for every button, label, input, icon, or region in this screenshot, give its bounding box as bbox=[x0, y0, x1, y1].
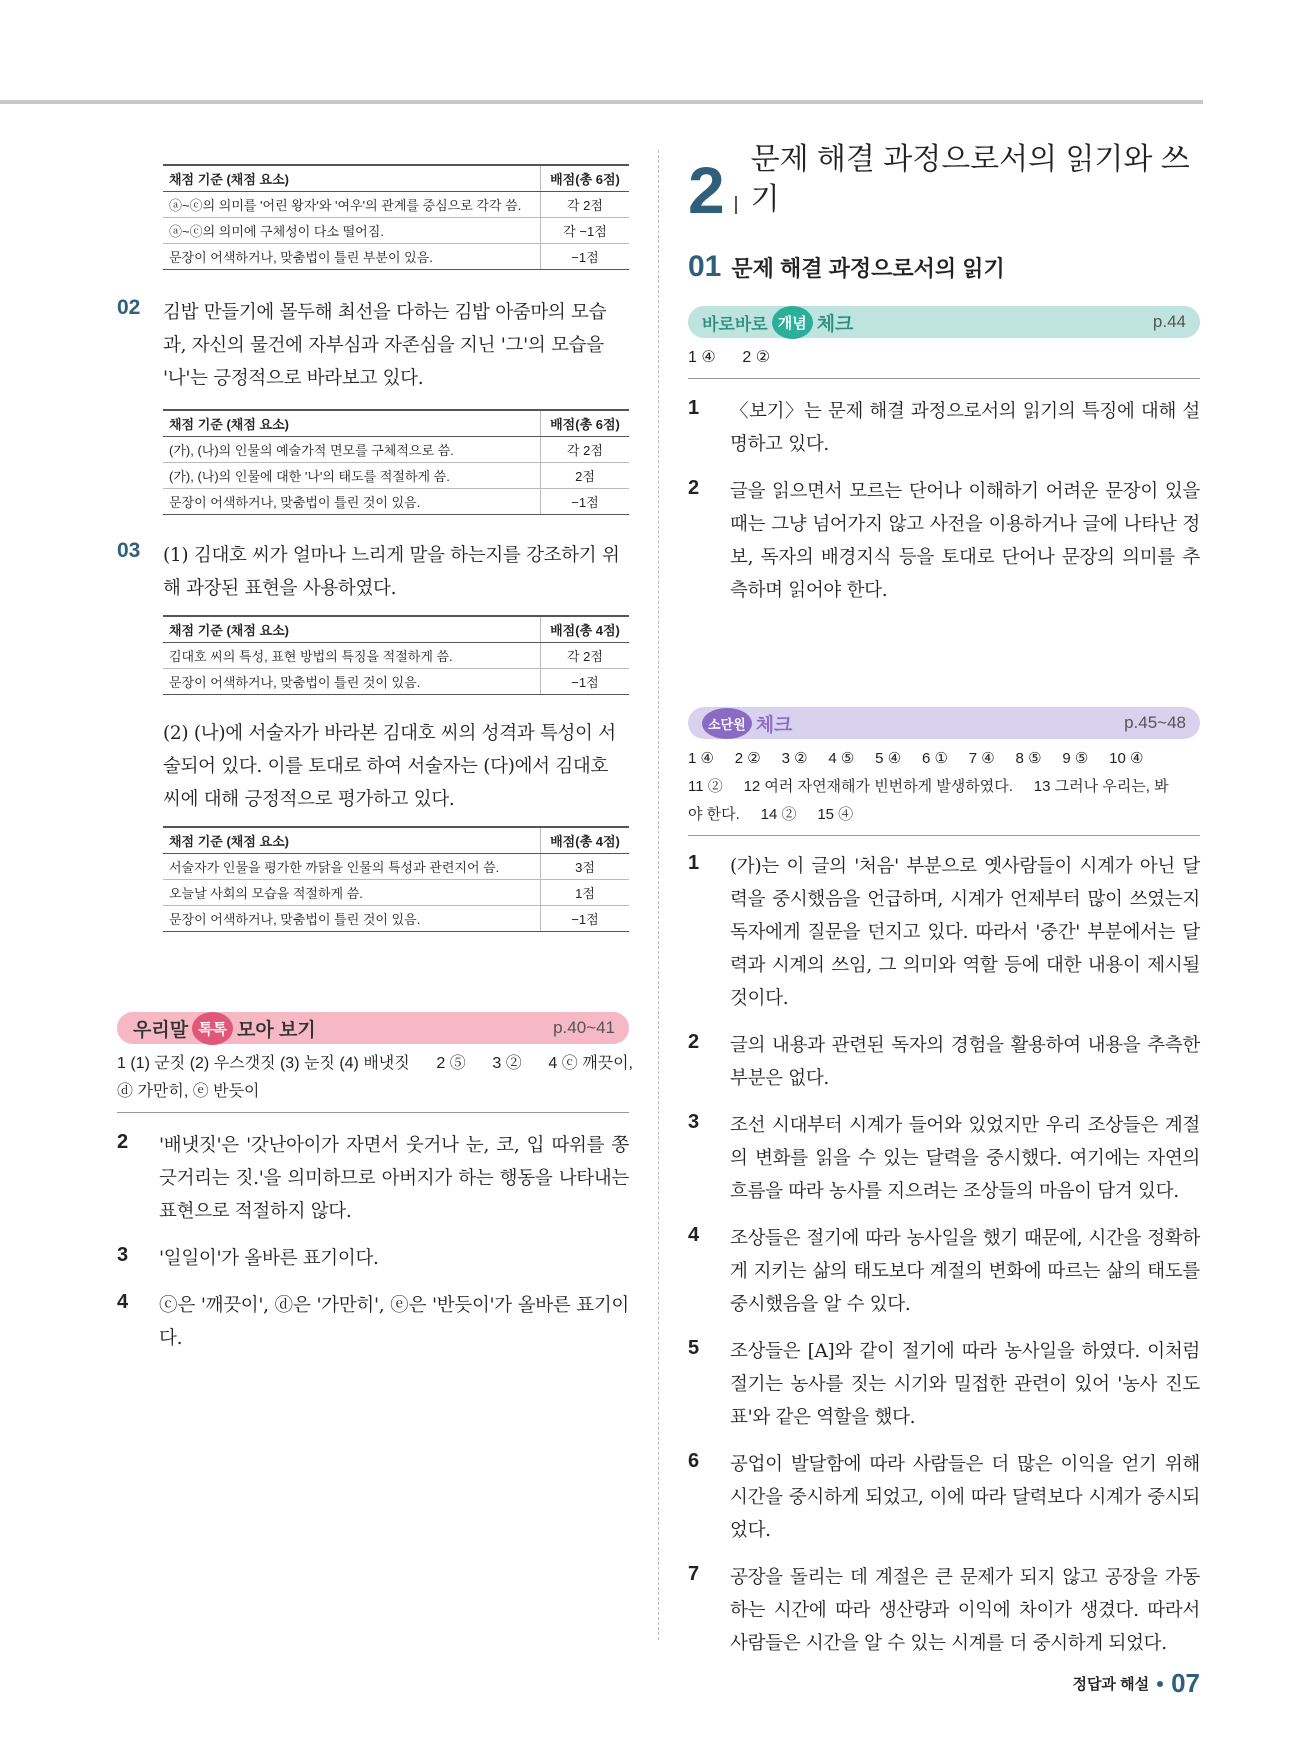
vocab-banner bbox=[117, 1012, 629, 1044]
banner-title: 체크 bbox=[755, 714, 793, 736]
table-cell: 각 2점 bbox=[541, 437, 630, 463]
explanation-item bbox=[688, 1222, 1200, 1321]
table-row bbox=[163, 437, 629, 463]
explanation-item bbox=[117, 1242, 629, 1275]
item-number: 3 bbox=[688, 1111, 700, 1133]
answer-summary bbox=[688, 745, 1200, 836]
explanation-item bbox=[117, 1129, 629, 1228]
banner-prefix: 바로바로 bbox=[702, 314, 768, 334]
explanation-item bbox=[688, 1029, 1200, 1095]
explanation-item bbox=[688, 475, 1200, 607]
item-text: ⓒ은 '깨끗이', ⓓ은 '가만히', ⓔ은 '반듯이'가 올바른 표기이다. bbox=[159, 1295, 629, 1349]
item-text: 조선 시대부터 시계가 들어와 있었지만 우리 조상들은 계절의 변화를 읽을 수 있는 달력을 중시했다. 여기에는 자연의 흐름을 따라 농사를 지으려는 조상들의 마음이 담겨 있다. bbox=[730, 1115, 1200, 1202]
table-row bbox=[163, 854, 629, 880]
table-row bbox=[163, 218, 629, 244]
banner-prefix: 우리말 bbox=[133, 1019, 189, 1041]
left-column bbox=[117, 160, 634, 1355]
question-text: 김밥 만들기에 몰두해 최선을 다하는 김밥 아줌마의 모습과, 자신의 물건에 자부심과 자존심을 지닌 '그'의 모습을 '나'는 긍정적으로 바라보고 있다. bbox=[163, 302, 607, 389]
subsection-title: 문제 해결 과정으로서의 읽기 bbox=[731, 255, 1005, 281]
table-row bbox=[163, 906, 629, 932]
item-number: 6 bbox=[688, 1450, 700, 1472]
table-header-points: 배점(총 4점) bbox=[541, 616, 630, 643]
item-text: 조상들은 [A]와 같이 절기에 따라 농사일을 하였다. 이처럼 절기는 농사를 짓는 시기와 밀접한 관련이 있어 '농사 진도표'와 같은 역할을 했다. bbox=[730, 1341, 1200, 1428]
banner-page-ref: p.40~41 bbox=[553, 1018, 615, 1037]
item-text: 글을 읽으면서 모르는 단어나 이해하기 어려운 문장이 있을 때는 그냥 넘어가지 않고 사전을 이용하거나 글에 나타난 정보, 독자의 배경지식 등을 토대로 단어나 문장의 의미를 추측하며 읽어야 한다. bbox=[730, 481, 1200, 601]
table-row bbox=[163, 463, 629, 489]
concept-check-banner bbox=[688, 306, 1200, 338]
table-cell: (가), (나)의 인물에 대한 '나'의 태도를 적절하게 씀. bbox=[163, 463, 541, 489]
answer-line: 1 ④ 2 ② bbox=[688, 349, 771, 366]
page-number: 07 bbox=[1171, 1668, 1200, 1698]
table-cell: ⓐ~ⓒ의 의미에 구체성이 다소 떨어짐. bbox=[163, 218, 541, 244]
answer-line: 11 ② 12 여러 자연재해가 빈번하게 발생하였다. 13 그러나 우리는, 봐 bbox=[688, 778, 1169, 795]
footer-label: 정답과 해설 bbox=[1072, 1676, 1150, 1693]
subsection-heading bbox=[688, 250, 1200, 284]
item-number: 2 bbox=[117, 1131, 129, 1153]
section-number: 2 bbox=[688, 153, 725, 227]
item-number: 2 bbox=[688, 1031, 700, 1053]
table-cell: 2점 bbox=[541, 463, 630, 489]
table-cell: 문장이 어색하거나, 맞춤법이 틀린 것이 있음. bbox=[163, 669, 541, 695]
question-02 bbox=[117, 296, 629, 395]
table-row bbox=[163, 669, 629, 695]
scoring-table-2 bbox=[163, 409, 629, 515]
table-row bbox=[163, 880, 629, 906]
table-cell: 각 −1점 bbox=[541, 218, 630, 244]
unit-check-banner bbox=[688, 707, 1200, 739]
answer-line: 1 (1) 군짓 (2) 우스갯짓 (3) 눈짓 (4) 배냇짓 2 ⑤ 3 ② 4 ⓒ 깨끗이, bbox=[117, 1055, 634, 1072]
table-row bbox=[163, 244, 629, 270]
table-cell: 문장이 어색하거나, 맞춤법이 틀린 것이 있음. bbox=[163, 489, 541, 515]
table-cell: −1점 bbox=[541, 669, 630, 695]
table-header: 채점 기준 (채점 요소) bbox=[163, 165, 541, 192]
question-number: 02 bbox=[117, 296, 141, 319]
table-cell: 서술자가 인물을 평가한 까닭을 인물의 특성과 관련지어 씀. bbox=[163, 854, 541, 880]
table-header: 채점 기준 (채점 요소) bbox=[163, 616, 541, 643]
explanation-item bbox=[688, 1335, 1200, 1434]
table-cell: 문장이 어색하거나, 맞춤법이 틀린 부분이 있음. bbox=[163, 244, 541, 270]
table-cell: 각 2점 bbox=[541, 643, 630, 669]
table-header: 채점 기준 (채점 요소) bbox=[163, 410, 541, 437]
question-number: 03 bbox=[117, 539, 141, 562]
table-header-points: 배점(총 6점) bbox=[541, 165, 630, 192]
table-header-points: 배점(총 6점) bbox=[541, 410, 630, 437]
explanation-item bbox=[688, 1109, 1200, 1208]
table-row bbox=[163, 192, 629, 218]
explanation-item bbox=[688, 850, 1200, 1015]
item-text: 공업이 발달함에 따라 사람들은 더 많은 이익을 얻기 위해 시간을 중시하게 되었고, 이에 따라 달력보다 시계가 중시되었다. bbox=[730, 1454, 1200, 1541]
table-row bbox=[163, 489, 629, 515]
footer-dot bbox=[1157, 1681, 1163, 1687]
item-text: 공장을 돌리는 데 계절은 큰 문제가 되지 않고 공장을 가동하는 시간에 따라 생산량과 이익에 차이가 생겼다. 따라서 사람들은 시간을 알 수 있는 시계를 더 중시하게 되었다. bbox=[730, 1567, 1200, 1654]
item-number: 1 bbox=[688, 852, 700, 874]
scoring-table-4 bbox=[163, 826, 629, 932]
item-text: 〈보기〉는 문제 해결 과정으로서의 읽기의 특징에 대해 설명하고 있다. bbox=[730, 401, 1200, 455]
item-number: 4 bbox=[688, 1224, 700, 1246]
table-row bbox=[163, 643, 629, 669]
item-text: (가)는 이 글의 '처음' 부분으로 옛사람들이 시계가 아닌 달력을 중시했음을 언급하며, 시계가 언제부터 많이 쓰였는지 독자에게 질문을 던지고 있다. 따라서 '중간' 부분에서는 달력과 시계의 쓰임, 그 의미와 역할 등에 대한 내용이 제시될 것이다. bbox=[730, 856, 1200, 1009]
banner-badge: 톡톡 bbox=[192, 1012, 233, 1045]
table-cell: ⓐ~ⓒ의 의미를 '어린 왕자'와 '여우'의 관계를 중심으로 각각 씀. bbox=[163, 192, 541, 218]
item-number: 5 bbox=[688, 1337, 700, 1359]
answer-line: ⓓ 가만히, ⓔ 반듯이 bbox=[117, 1083, 260, 1100]
section-divider bbox=[735, 196, 737, 214]
answer-summary bbox=[117, 1050, 634, 1113]
item-text: 글의 내용과 관련된 독자의 경험을 활용하여 내용을 추측한 부분은 없다. bbox=[730, 1035, 1200, 1089]
table-cell: 오늘날 사회의 모습을 적절하게 씀. bbox=[163, 880, 541, 906]
item-number: 1 bbox=[688, 397, 700, 419]
top-rule bbox=[0, 100, 1203, 104]
column-divider bbox=[658, 150, 659, 1640]
banner-badge: 개념 bbox=[772, 306, 813, 339]
item-number: 2 bbox=[688, 477, 700, 499]
banner-badge: 소단원 bbox=[702, 708, 752, 739]
section-title: 문제 해결 과정으로서의 읽기와 쓰기 bbox=[750, 143, 1190, 216]
table-cell: 김대호 씨의 특성, 표현 방법의 특징을 적절하게 씀. bbox=[163, 643, 541, 669]
explanation-item bbox=[688, 395, 1200, 461]
question-text-part2: (2) (나)에 서술자가 바라본 김대호 씨의 성격과 특성이 서술되어 있다. 이를 토대로 하여 서술자는 (다)에서 김대호 씨에 대해 긍정적으로 평가하고 있다. bbox=[163, 723, 616, 810]
banner-title: 체크 bbox=[816, 313, 854, 335]
item-number: 4 bbox=[117, 1291, 129, 1313]
table-cell: 3점 bbox=[541, 854, 630, 880]
section-heading bbox=[688, 143, 1200, 227]
answer-line: 야 한다. 14 ② 15 ④ bbox=[688, 806, 854, 823]
table-cell: (가), (나)의 인물의 예술가적 면모를 구체적으로 씀. bbox=[163, 437, 541, 463]
table-cell: 1점 bbox=[541, 880, 630, 906]
item-text: '일일이'가 올바른 표기이다. bbox=[159, 1248, 379, 1269]
answer-line: 1 ④ 2 ② 3 ② 4 ⑤ 5 ④ 6 ① 7 ④ 8 ⑤ 9 ⑤ 10 ④ bbox=[688, 750, 1144, 767]
question-03 bbox=[117, 539, 629, 605]
banner-page-ref: p.45~48 bbox=[1124, 713, 1186, 732]
page-footer bbox=[1072, 1668, 1200, 1699]
table-cell: −1점 bbox=[541, 906, 630, 932]
scoring-table-3 bbox=[163, 615, 629, 695]
table-cell: 문장이 어색하거나, 맞춤법이 틀린 것이 있음. bbox=[163, 906, 541, 932]
question-03-part2 bbox=[117, 717, 629, 816]
table-cell: −1점 bbox=[541, 489, 630, 515]
question-text-part1: (1) 김대호 씨가 얼마나 느리게 말을 하는지를 강조하기 위해 과장된 표현을 사용하였다. bbox=[163, 545, 620, 599]
item-text: '배냇짓'은 '갓난아이가 자면서 웃거나 눈, 코, 입 따위를 쫑긋거리는 짓.'을 의미하므로 아버지가 하는 행동을 나타내는 표현으로 적절하지 않다. bbox=[159, 1135, 629, 1222]
table-cell: −1점 bbox=[541, 244, 630, 270]
table-cell: 각 2점 bbox=[541, 192, 630, 218]
table-header-points: 배점(총 4점) bbox=[541, 827, 630, 854]
banner-title: 모아 보기 bbox=[237, 1019, 316, 1041]
explanation-item bbox=[117, 1289, 629, 1355]
item-number: 7 bbox=[688, 1563, 700, 1585]
explanation-item bbox=[688, 1561, 1200, 1660]
right-column bbox=[688, 143, 1200, 1660]
item-text: 조상들은 절기에 따라 농사일을 했기 때문에, 시간을 정확하게 지키는 삶의 태도보다 계절의 변화에 따르는 삶의 태도를 중시했음을 알 수 있다. bbox=[730, 1228, 1200, 1315]
banner-page-ref: p.44 bbox=[1152, 312, 1186, 331]
answer-summary bbox=[688, 344, 1200, 379]
item-number: 3 bbox=[117, 1244, 129, 1266]
subsection-number: 01 bbox=[688, 250, 722, 283]
explanation-item bbox=[688, 1448, 1200, 1547]
table-header: 채점 기준 (채점 요소) bbox=[163, 827, 541, 854]
scoring-table-1 bbox=[163, 164, 629, 270]
